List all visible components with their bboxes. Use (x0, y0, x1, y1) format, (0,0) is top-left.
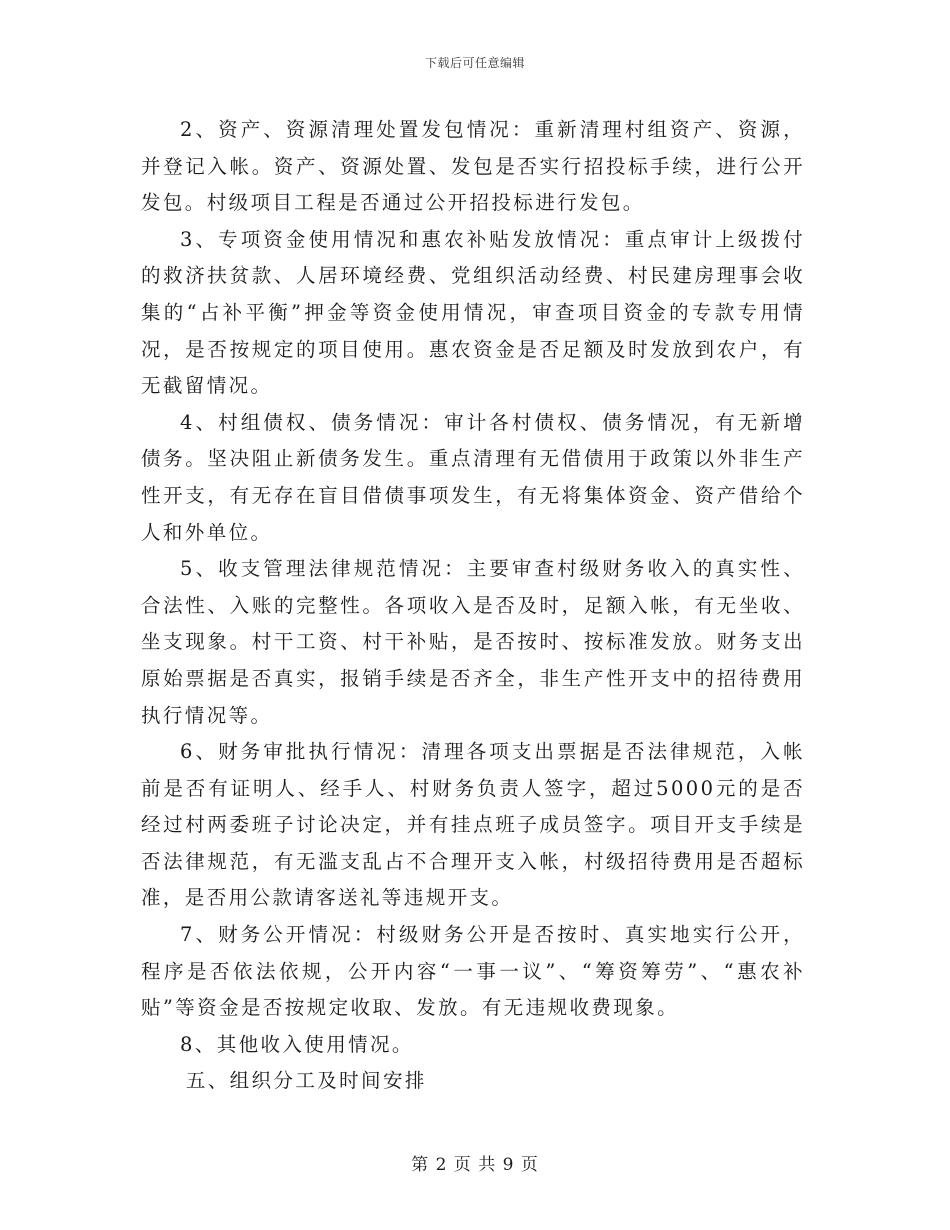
header-note: 下载后可任意编辑 (424, 56, 525, 70)
document-body (141, 112, 805, 1100)
page-number: 第 2 页 共 9 页 (411, 1155, 539, 1175)
paragraph-other-income: 8、其他收入使用情况。 (180, 1032, 414, 1056)
paragraph-debt: 4、村组债权、债务情况：审计各村债权、债务情况，有无新增债务。坚决阻止新债务发生。重点清理有无借债用于政策以外非生产性开支，有无存在盲目借债事项发生，有无将集体资金、资产借给个人和外单位。 (141, 410, 805, 544)
paragraph-special-funds: 3、专项资金使用情况和惠农补贴发放情况：重点审计上级拨付的救济扶贫款、人居环境经费、党组织活动经费、村民建房理事会收集的“占补平衡”押金等资金使用情况，审查项目资金的专款专用情况，是否按规定的项目使用。惠农资金是否足额及时发放到农户，有无截留情况。 (141, 227, 805, 398)
paragraph-approval: 6、财务审批执行情况：清理各项支出票据是否法律规范，入帐前是否有证明人、经手人、村财务负责人签字，超过5000元的是否经过村两委班子讨论决定，并有挂点班子成员签字。项目开支手续是否法律规范，有无滥支乱占不合理开支入帐，村级招待费用是否超标准，是否用公款请客送礼等违规开支。 (141, 740, 805, 910)
section-heading: 五、组织分工及时间安排 (185, 1069, 427, 1093)
paragraph-income-expense: 5、收支管理法律规范情况：主要审查村级财务收入的真实性、合法性、入账的完整性。各项收入是否及时，足额入帐，有无坐收、坐支现象。村干工资、村干补贴，是否按时、按标准发放。财务支出原始票据是否真实，报销手续是否齐全，非生产性开支中的招待费用执行情况等。 (141, 557, 805, 727)
paragraph-disclosure: 7、财务公开情况：村级财务公开是否按时、真实地实行公开，程序是否依法依规，公开内容“一事一议”、“筹资筹劳”、“惠农补贴”等资金是否按规定收取、发放。有无违规收费现象。 (141, 923, 805, 1020)
paragraph-asset-resource: 2、资产、资源清理处置发包情况：重新清理村组资产、资源，并登记入帐。资产、资源处置、发包是否实行招投标手续，进行公开发包。村级项目工程是否通过公开招投标进行发包。 (141, 118, 805, 215)
